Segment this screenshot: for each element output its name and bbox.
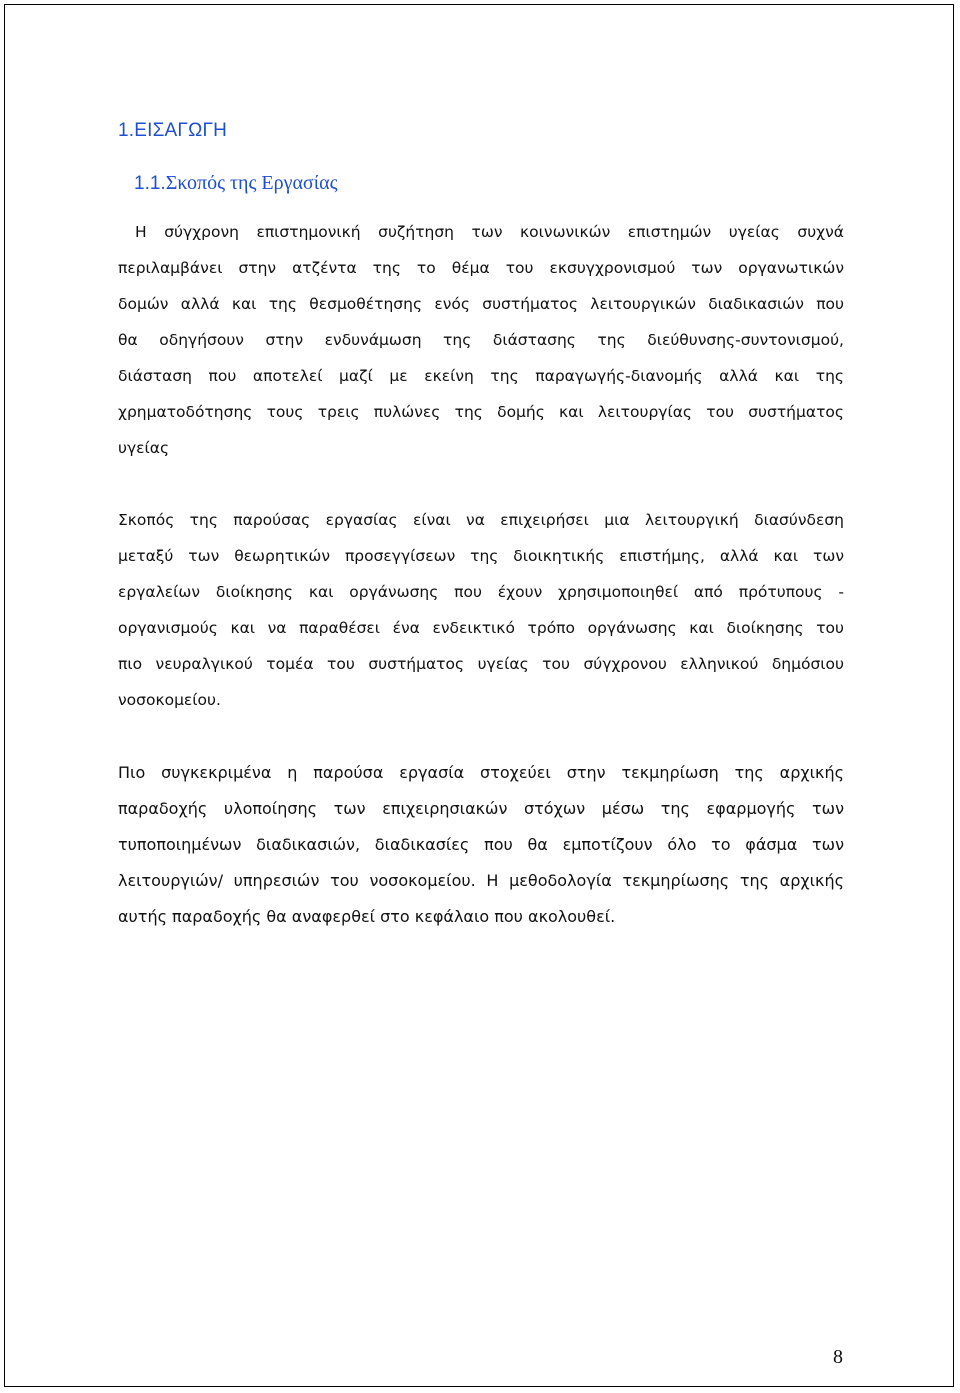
paragraph-line: περιλαμβάνει στην ατζέντα της το θέμα του εκσυγχρονισμού των οργανωτικών xyxy=(118,259,844,277)
paragraph-line: λειτουργιών/ υπηρεσιών του νοσοκομείου. Η μεθοδολογία τεκμηρίωσης της αρχικής xyxy=(118,871,844,890)
paragraph-line: νοσοκομείου. xyxy=(118,691,221,709)
paragraph-line: Σκοπός της παρούσας εργασίας είναι να επιχειρήσει μια λειτουργική διασύνδεση xyxy=(118,511,844,529)
paragraph-line: πιο νευραλγικού τομέα του συστήματος υγείας του σύγχρονου ελληνικού δημόσιου xyxy=(118,655,844,673)
paragraph-line: εργαλείων διοίκησης και οργάνωσης που έχουν χρησιμοποιηθεί από πρότυπους - xyxy=(118,583,844,601)
paragraph-specific-aims xyxy=(118,755,844,935)
chapter-heading: 1.ΕΙΣΑΓΩΓΗ xyxy=(118,120,228,141)
paragraph-line: υγείας xyxy=(118,439,170,457)
section-heading-title: Σκοπός της Εργασίας xyxy=(165,172,338,194)
paragraph-line: παραδοχής υλοποίησης των επιχειρησιακών στόχων μέσω της εφαρμογής των xyxy=(118,799,844,818)
paragraph-purpose xyxy=(118,502,844,718)
paragraph-line: θα οδηγήσουν στην ενδυνάμωση της διάστασης της διεύθυνσης-συντονισμού, xyxy=(118,331,844,349)
paragraph-line: τυποποιημένων διαδικασιών, διαδικασίες που θα εμποτίζουν όλο το φάσμα των xyxy=(118,835,844,854)
paragraph-line: δομών αλλά και της θεσμοθέτησης ενός συστήματος λειτουργικών διαδικασιών που xyxy=(118,295,844,313)
section-heading xyxy=(134,172,338,195)
paragraph-line: Η σύγχρονη επιστημονική συζήτηση των κοινωνικών επιστημών υγείας συχνά xyxy=(135,223,844,241)
paragraph-line: μεταξύ των θεωρητικών προσεγγίσεων της διοικητικής επιστήμης, αλλά και των xyxy=(118,547,844,565)
paragraph-line: οργανισμούς και να παραθέσει ένα ενδεικτικό τρόπο οργάνωσης και διοίκησης του xyxy=(118,619,844,637)
section-heading-number: 1.1. xyxy=(134,173,166,194)
page-number: 8 xyxy=(833,1346,843,1368)
paragraph-line: χρηματοδότησης τους τρεις πυλώνες της δομής και λειτουργίας του συστήματος xyxy=(118,403,844,421)
paragraph-line: Πιο συγκεκριμένα η παρούσα εργασία στοχεύει στην τεκμηρίωση της αρχικής xyxy=(118,763,844,782)
paragraph-line: αυτής παραδοχής θα αναφερθεί στο κεφάλαιο που ακολουθεί. xyxy=(118,907,616,926)
paragraph-line: διάσταση που αποτελεί μαζί με εκείνη της παραγωγής-διανομής αλλά και της xyxy=(118,367,844,385)
paragraph-intro xyxy=(118,214,844,466)
